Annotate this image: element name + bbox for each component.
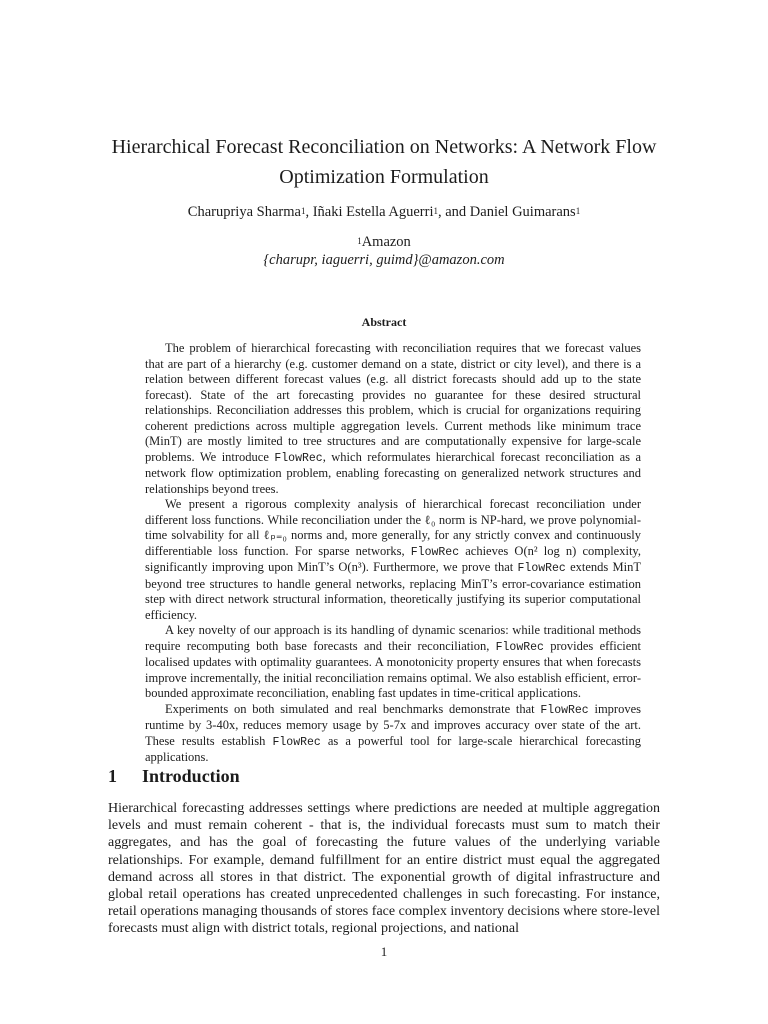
author-name: Charupriya Sharma (187, 204, 301, 220)
method-name: FlowRec (495, 640, 544, 654)
abstract-paragraph (145, 702, 641, 766)
method-name: FlowRec (272, 735, 321, 749)
method-name: FlowRec (517, 562, 566, 575)
method-name: FlowRec (540, 703, 589, 717)
abstract-paragraph (145, 341, 641, 497)
abstract-text: as a powerful tool for large-scale hierarchical forecasting applications. (145, 733, 641, 764)
method-name: FlowRec (410, 545, 460, 559)
abstract-text: improves runtime by 3-40x, reduces memory usage by 5-7x and improves accuracy over state of the art. These results establish (145, 701, 641, 748)
abstract-text: achieves O(n² log n) complexity, significantly improving upon MinT’s O(n³). Furthermore, we prove that (145, 543, 641, 574)
section-paragraph: Hierarchical forecasting addresses settings where predictions are needed at multiple aggregation levels and must remain coherent - that is, the individual forecasts must sum to match their aggregates, and has the goal of forecasting the future values of the underlying variable relationships. For example, demand fulfillment for an entire district must equal the aggregated demand across all stores in that district. The exponential growth of digital infrastructure and global retail operations has created unprecedented challenges in such forecasting. For instance, retail operations managing thousands of stores face complex inventory decisions where store-level forecasts must align with district totals, regional projections, and national (108, 801, 660, 937)
abstract-text: provides efficient localised updates with optimality guarantees. A monotonicity property ensures that when forecasts improve incrementally, the initial reconciliation remains optimal. We also establish efficient, error-bounded approximate reconciliation, enabling fast updates in time-critical applications. (145, 638, 641, 700)
paper-title: Hierarchical Forecast Reconciliation on Networks: A Network Flow Optimization Formulation (111, 136, 657, 188)
section-heading (108, 766, 240, 787)
author-name: Daniel Guimarans (469, 204, 576, 220)
author-emails: {charupr, iaguerri, guimd}@amazon.com (263, 252, 505, 268)
affiliation (60, 232, 708, 252)
method-name: FlowRec (274, 451, 323, 465)
section-title: Introduction (142, 766, 240, 786)
abstract-paragraph (145, 497, 641, 623)
author-affiliation-marker: 1 (575, 206, 581, 216)
abstract-body (145, 341, 641, 766)
section-number: 1 (108, 766, 117, 786)
page-number: 1 (380, 944, 388, 959)
author-separator: , (305, 204, 313, 220)
author-name: Iñaki Estella Aguerri (312, 204, 434, 220)
abstract-heading: Abstract (361, 315, 407, 329)
abstract-text: The problem of hierarchical forecasting with reconciliation requires that we forecast values that are part of a hierarchy (e.g. customer demand on a state, district or city level), and there is a relation between different forecast values (e.g. all district forecasts should add up to the state forecast). State of the art forecasting provides no guarantee for these desired structural relationships. Reconciliation addresses this problem, which is crucial for organizations requiring coherent predictions across multiple aggregation levels. Current methods like minimum trace (MinT) are mostly limited to tree structures and are computationally expensive for large-scale problems. We introduce (145, 341, 641, 464)
affiliation-marker: 1 (357, 236, 362, 246)
abstract-paragraph (145, 623, 641, 702)
author-separator: , and (437, 204, 470, 220)
abstract-text: Experiments on both simulated and real benchmarks demonstrate that (165, 701, 541, 716)
abstract-text: A key novelty of our approach is its handling of dynamic scenarios: while traditional methods require recomputing both base forecasts and their reconciliation, (145, 623, 641, 653)
abstract-text: extends MinT beyond tree structures to handle general networks, replacing MinT’s error-covariance estimation step with direct network structural information, theoretically justifying its superior computational efficiency. (145, 560, 641, 622)
abstract-text: , which reformulates hierarchical forecast reconciliation as a network flow optimization problem, enabling forecasting on generalized network structures and relationships beyond trees. (145, 449, 641, 496)
author-affiliation-marker: 1 (300, 206, 306, 216)
abstract-text: We present a rigorous complexity analysis of hierarchical forecast reconciliation under different loss functions. While reconciliation under the ℓ₀ norm is NP-hard, we prove polynomial-time solvability for all ℓₚ₌₀ norms and, more generally, for any strictly convex and continuously differentiable loss function. For sparse networks, (145, 497, 641, 558)
author-list (60, 202, 708, 222)
affiliation-name: Amazon (361, 234, 411, 250)
author-affiliation-marker: 1 (433, 206, 438, 216)
